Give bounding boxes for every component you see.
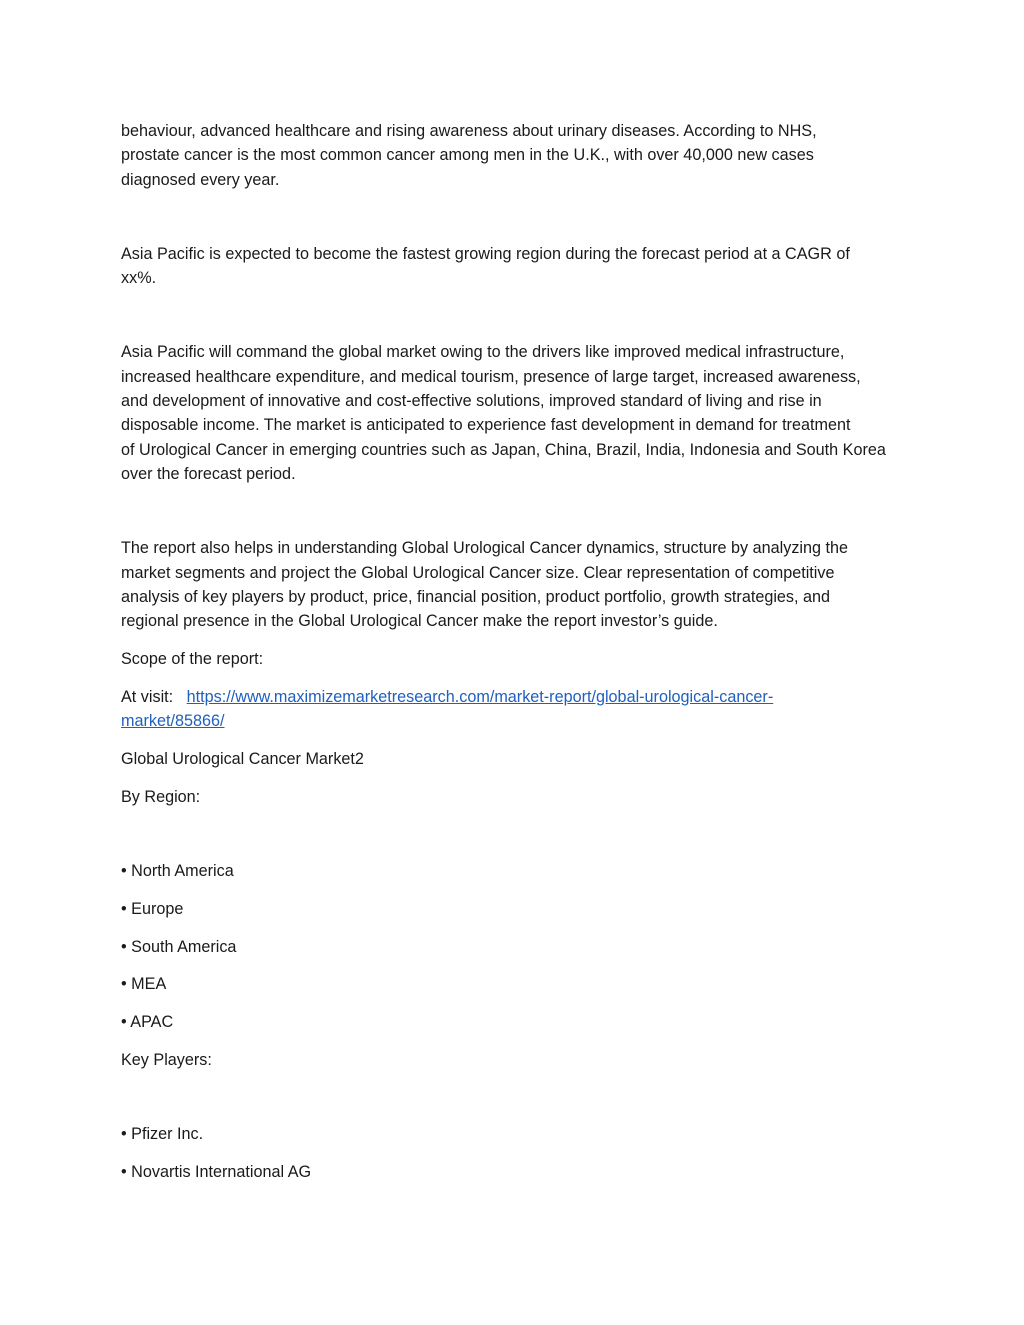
list-item-key-player: • Novartis International AG <box>121 1163 312 1182</box>
text-line: over the forecast period. <box>121 464 296 483</box>
report-link-line1[interactable]: https://www.maximizemarketresearch.com/market-report/global-urological-cancer- <box>186 687 774 706</box>
text-line: increased healthcare expenditure, and medical tourism, presence of large target, increased awareness, <box>121 367 861 386</box>
by-region-label: By Region: <box>121 787 201 806</box>
text-line: market segments and project the Global Urological Cancer size. Clear representation of competitive <box>121 563 835 582</box>
key-players-label: Key Players: <box>121 1050 212 1069</box>
text-line: diagnosed every year. <box>121 170 280 189</box>
text-line: analysis of key players by product, price, financial position, product portfolio, growth strategies, and <box>121 587 831 606</box>
list-item-key-player: • Pfizer Inc. <box>121 1125 204 1144</box>
report-link-line2[interactable]: market/85866/ <box>121 712 225 731</box>
text-line: disposable income. The market is anticipated to experience fast development in demand for treatment <box>121 416 851 435</box>
text-line: Asia Pacific is expected to become the fastest growing region during the forecast period at a CAGR of <box>121 244 850 263</box>
text-line: and development of innovative and cost-effective solutions, improved standard of living and rise in <box>121 392 822 411</box>
paragraph-asia-pacific-drivers <box>121 340 911 486</box>
paragraph-asia-pacific-cagr <box>121 242 911 291</box>
list-item-region: • Europe <box>121 899 184 918</box>
list-item-region: • South America <box>121 937 237 956</box>
visit-prefix: At visit: <box>121 687 174 706</box>
text-line: xx%. <box>121 269 157 288</box>
visit-paragraph <box>121 685 911 734</box>
text-line: prostate cancer is the most common cancer among men in the U.K., with over 40,000 new cases <box>121 146 814 165</box>
text-line: behaviour, advanced healthcare and rising awareness about urinary diseases. According to NHS, <box>121 122 817 140</box>
text-line: Asia Pacific will command the global market owing to the drivers like improved medical infrastructure, <box>121 343 845 362</box>
list-item-region: • North America <box>121 861 234 880</box>
text-line: The report also helps in understanding Global Urological Cancer dynamics, structure by analyzing the <box>121 539 849 558</box>
list-item-region: • MEA <box>121 975 167 994</box>
market-title: Global Urological Cancer Market2 <box>121 749 364 768</box>
scope-label: Scope of the report: <box>121 649 264 668</box>
text-line: regional presence in the Global Urological Cancer make the report investor’s guide. <box>121 612 718 631</box>
document-page <box>121 119 911 1184</box>
paragraph-report-overview <box>121 536 911 633</box>
text-line: of Urological Cancer in emerging countries such as Japan, China, Brazil, India, Indonesia and South Korea <box>121 440 886 459</box>
list-item-region: • APAC <box>121 1013 174 1032</box>
paragraph-urinary-awareness <box>121 119 911 192</box>
